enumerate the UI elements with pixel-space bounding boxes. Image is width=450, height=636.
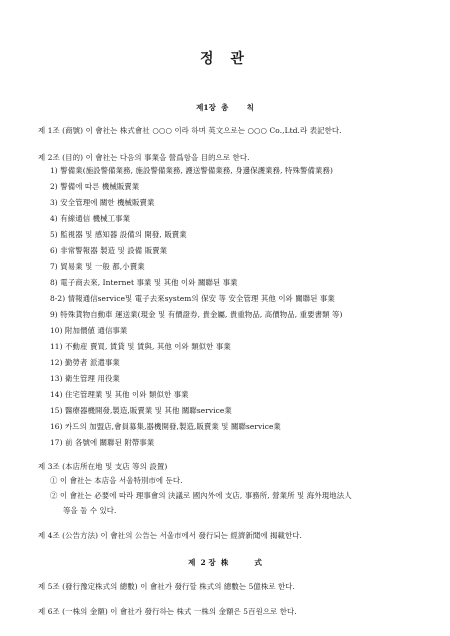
article-2-item: 14) 住宅管理業 및 其他 이와 類似한 事業 [50, 390, 189, 399]
article-5: 제 5조 (發行豫定株式의 總數) 이 會社가 發行할 株式의 總數는 5億株로 한다. [38, 582, 295, 591]
article-3-item: ② 이 會社는 必要에 따라 理事會의 決議로 國內外에 支店, 事務所, 營業所 및 海外現地法人 [50, 491, 352, 500]
article-3-item: 等을 둘 수 있다. [63, 506, 117, 515]
article-3-heading: 제 3조 (本店所在地 및 支店 等의 設置) [38, 462, 168, 471]
chapter-2-heading: 제 2 장 株 式 [188, 558, 262, 567]
article-2-item: 13) 衛生管理 用役業 [50, 374, 120, 383]
article-2-item: 12) 勤勞者 派遣事業 [50, 358, 120, 367]
article-2-item: 5) 監視器 및 感知器 設備의 開發, 販賣業 [50, 230, 187, 239]
document-title: 정 관 [200, 51, 250, 67]
article-2-heading: 제 2조 (目的) 이 會社는 다음의 事業을 營爲함을 目的으로 한다. [38, 153, 250, 162]
article-4: 제 4조 (公告方法) 이 會社의 公告는 서울市에서 發行되는 經濟新聞에 揭載한다. [38, 531, 302, 540]
article-2-item: 3) 安全管理에 關한 機械販賣業 [50, 198, 155, 207]
article-6: 제 6조 (一株의 金額) 이 會社가 發行하는 株式 一株의 金額은 5百원으로 한다. [38, 607, 297, 616]
article-2-item: 7) 貿易業 및 一般 都,小賣業 [50, 262, 145, 271]
article-2-item: 11) 不動産 賣買, 賃貸 및 賃與, 其他 이와 類似한 事業 [50, 342, 231, 351]
article-2-item: 17) 前 各號에 關聯된 附帶事業 [50, 438, 155, 447]
article-2-item: 16) 카드의 加盟店,會員募集,器機開發,製造,販賣業 및 關聯service業 [50, 422, 281, 431]
article-2-item: 6) 非常警報器 製造 및 設備 販賣業 [50, 246, 168, 255]
article-2-item: 8) 電子商去來, Internet 事業 및 其他 이와 關聯된 事業 [50, 278, 238, 287]
article-2-item: 2) 警備에 따른 機械販賣業 [50, 182, 140, 191]
article-1: 제 1조 (商號) 이 會社는 株式會社 ○○○ 이라 하며 英文으로는 ○○○ Co.,Ltd.라 表記한다. [38, 126, 342, 135]
article-2-item: 15) 醫療器機開發,製造,販賣業 및 其他 關聯service業 [50, 406, 232, 415]
article-2-item: 4) 有線通信 機械工事業 [50, 214, 131, 223]
article-2-item: 8-2) 情報通信service및 電子去來system의 保安 等 安全管理 其他 이와 關聯된 事業 [50, 294, 335, 303]
article-2-item: 10) 附加價値 通信事業 [50, 326, 128, 335]
article-3-item: ① 이 會社는 本店을 서울特別市에 둔다. [50, 476, 183, 485]
chapter-1-heading: 제1장 총 칙 [196, 103, 254, 112]
article-2-item: 1) 警備業(施設警備業務, 施設警備業務, 護送警備業務, 身邊保護業務, 特殊警備業務) [50, 166, 333, 175]
article-2-item: 9) 特殊貨物自動車 運送業(現金 및 有價證券, 貴金屬, 貴重物品, 高價物品, 重要書類 等) [50, 310, 343, 319]
